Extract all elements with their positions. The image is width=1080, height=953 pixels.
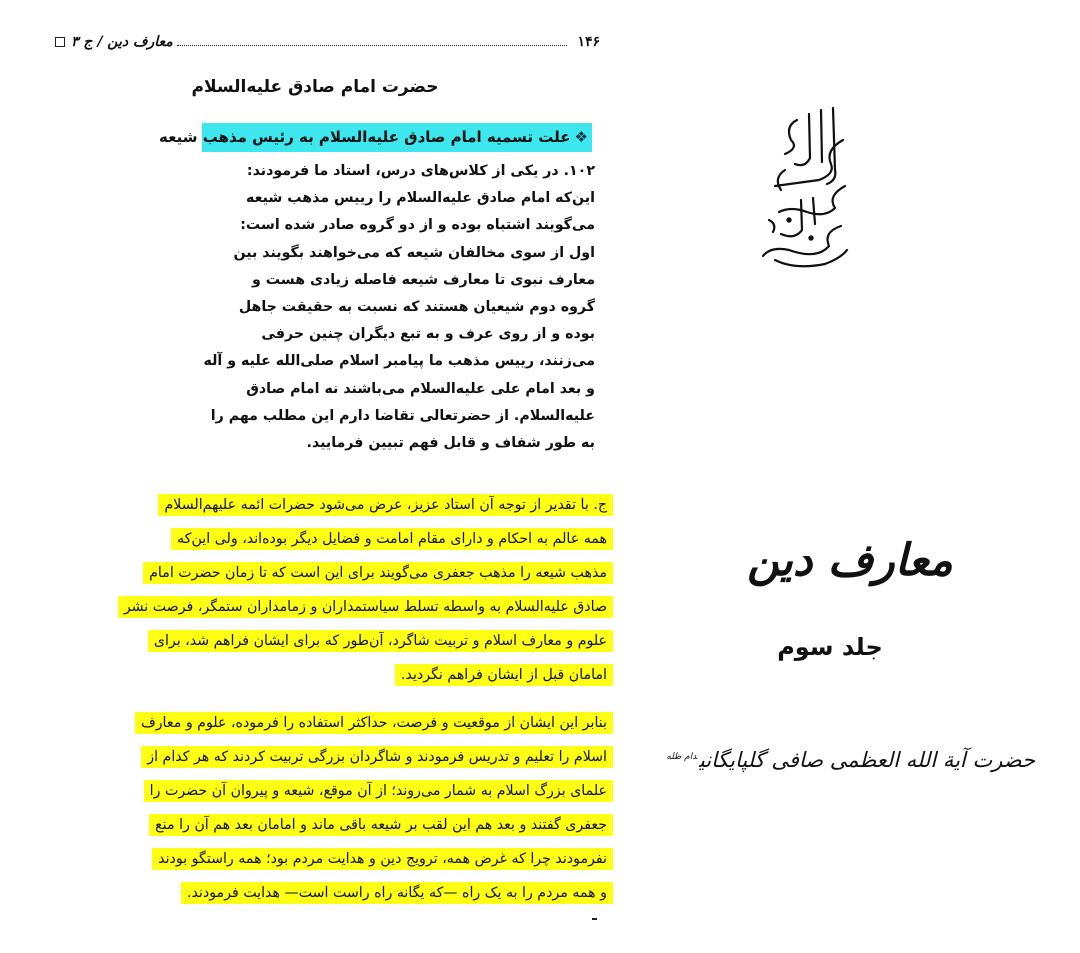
question-line: این‌که امام صادق علیه‌السلام را رییس مذهب شیعه: [245, 190, 595, 207]
end-mark: [592, 918, 597, 920]
answer-line: [45, 740, 613, 774]
answer-line: [45, 658, 613, 692]
cover-author: [666, 748, 1035, 772]
highlighted-text: بنابر این ایشان از موقعیت و فرصت، حداکثر استفاده را فرموده، علوم و معارف: [135, 712, 613, 734]
answer-line: [45, 706, 613, 740]
highlighted-text: نفرمودند چرا که غرض همه، ترویج دین و هدایت مردم بود؛ همه راستگو بودند: [152, 848, 613, 870]
page-number: ۱۴۶: [577, 34, 600, 50]
cover-title: معارف دین: [747, 535, 953, 586]
highlighted-text: همه عالم به احکام و دارای مقام امامت و فضایل دیگر بوده‌اند، ولی این‌که: [171, 528, 613, 550]
question-line: معارف نبوی تا معارف شیعه فاصله زیادی هست و: [251, 271, 595, 288]
author-name: حضرت آیة الله العظمی صافی گلپایگانی: [698, 748, 1035, 772]
question-line: بوده و از روی عرف و به تبع دیگران چنین حرفی: [261, 326, 595, 343]
square-ornament-icon: [55, 37, 65, 47]
question-line: می‌گویند اشتباه بوده و از دو گروه صادر شده است:: [240, 217, 595, 234]
highlighted-text: علوم و معارف اسلام و تربیت شاگرد، آن‌طور که برای ایشان فراهم شد، برای: [148, 630, 613, 652]
answer-paragraph-1: [45, 488, 613, 692]
highlighted-text: جعفری گفتند و بعد هم این لقب بر شیعه باقی ماند و امامان بعد هم آن را منع: [149, 814, 613, 836]
answer-line: [45, 522, 613, 556]
page-header: [55, 30, 600, 54]
highlighted-text: صادق علیه‌السلام به واسطه تسلط سیاستمداران و زمامداران ستمگر، فرصت نشر: [118, 596, 613, 618]
highlighted-text: و همه مردم را به یک راه —که یگانه راه راست است— هدایت فرمودند.: [181, 882, 613, 904]
diamond-bullet-icon: ❖: [574, 128, 588, 146]
question-paragraph: [150, 158, 595, 457]
chapter-title: حضرت امام صادق علیه‌السلام: [191, 77, 439, 97]
question-line: اول از سوی مخالفان شیعه که می‌خواهند بگویند بین: [233, 244, 595, 261]
answer-line: [45, 590, 613, 624]
answer-line: [45, 774, 613, 808]
answer-line: [45, 808, 613, 842]
answer-paragraph-2: [45, 706, 613, 910]
header-dotted-rule: [177, 35, 568, 46]
answer-line: [45, 842, 613, 876]
question-line: ۱۰۲. در یکی از کلاس‌های درس، استاد ما فرمودند:: [246, 163, 595, 179]
basmala-calligraphy-icon: [755, 100, 855, 275]
highlighted-text: اسلام را تعلیم و تدریس فرمودند و شاگردان بزرگی تربیت کردند که هر کدام از: [141, 746, 613, 768]
section-heading: [159, 123, 592, 152]
answer-line: [45, 624, 613, 658]
highlighted-text: ج. با تقدیر از توجه آن استاد عزیز، عرض می‌شود حضرات ائمه علیهم‌السلام: [158, 494, 613, 516]
question-line: علیه‌السلام. از حضرتعالی تقاضا دارم این مطلب مهم را: [210, 407, 595, 424]
header-book-reference: معارف دین / ج ۳: [71, 34, 173, 50]
question-line: گروه دوم شیعیان هستند که نسبت به حقیقت جاهل: [238, 299, 595, 316]
answer-line: [45, 488, 613, 522]
author-honorific: دام ظله: [666, 752, 697, 762]
question-line: و بعد امام علی علیه‌السلام می‌باشند نه امام صادق: [246, 380, 595, 397]
question-line: به طور شفاف و قابل فهم تبیین فرمایید.: [306, 435, 595, 452]
answer-line: [45, 556, 613, 590]
answer-line: [45, 876, 613, 910]
highlighted-text: مذهب شیعه را مذهب جعفری می‌گویند برای این است که تا زمان حضرت امام: [143, 562, 613, 584]
highlighted-text: علمای بزرگ اسلام به شمار می‌روند؛ از آن موقع، شیعه و پیروان آن حضرت را: [144, 780, 613, 802]
question-line: می‌زنند، رییس مذهب ما پیامبر اسلام صلی‌الله علیه و آله: [203, 353, 595, 370]
section-heading-text: علت تسمیه امام صادق علیه‌السلام به رئیس مذهب شیعه: [159, 128, 571, 146]
cover-volume: جلد سوم: [777, 633, 883, 661]
highlighted-text: امامان قبل از ایشان فراهم نگردید.: [395, 664, 613, 686]
